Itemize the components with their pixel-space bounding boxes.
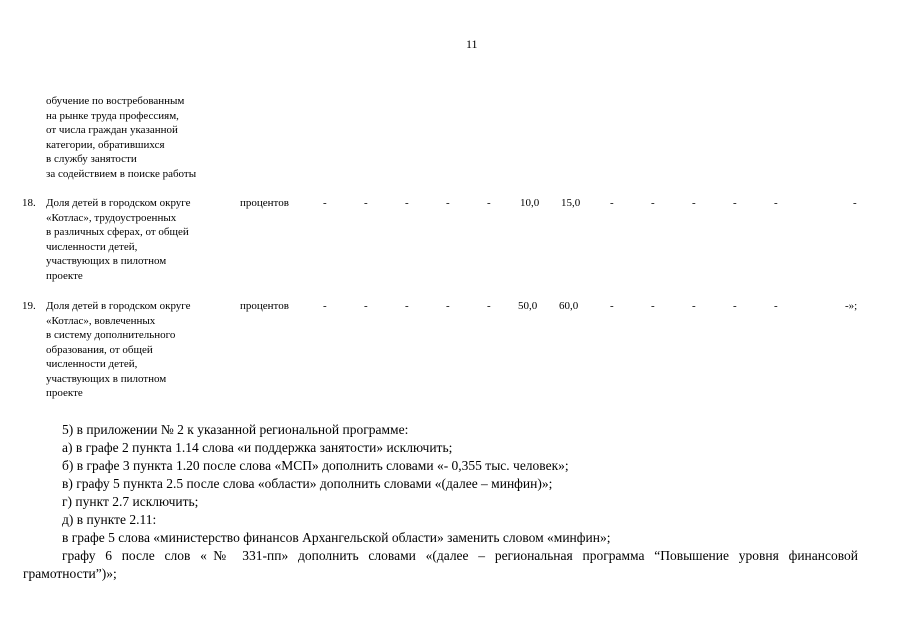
continuation-line: обучение по востребованным [46, 95, 185, 107]
value-cell: - [651, 300, 655, 312]
value-cell: - [405, 197, 409, 209]
paragraph-item-a: а) в графе 2 пункта 1.14 слова «и поддержка занятости» исключить; [62, 440, 453, 455]
continuation-line: в службу занятости [46, 153, 137, 165]
row-description-line: «Котлас», трудоустроенных [46, 211, 177, 224]
paragraph-item-d: д) в пункте 2.11: [62, 512, 157, 527]
row-description-line: проекте [46, 387, 83, 399]
value-cell: 60,0 [559, 300, 579, 312]
row-description-line: участвующих в пилотном [46, 255, 167, 267]
value-cell: - [774, 300, 778, 312]
continuation-line: за содействием в поиске работы [46, 167, 197, 180]
row-description-line: Доля детей в городском округе [46, 300, 191, 312]
paragraph-graph-6: графу 6 после слов «№ 331-пп» дополнить словами «(далее – региональная программа “Повышение уровня финансовой [62, 548, 858, 563]
value-cell: - [651, 197, 655, 209]
value-cell: - [446, 197, 450, 209]
row-description-line: проекте [46, 269, 83, 282]
row-description-line: численности детей, [46, 240, 138, 253]
value-cell: - [405, 300, 409, 312]
row-unit: процентов [240, 300, 289, 312]
value-cell: 10,0 [520, 197, 540, 209]
value-cell: - [692, 300, 696, 312]
paragraph-item-v: в) графу 5 пункта 2.5 после слова «области» дополнить словами «(далее – минфин)»; [62, 476, 553, 491]
value-cell: - [487, 197, 491, 209]
row-description-line: численности детей, [46, 358, 138, 370]
value-cell: - [364, 197, 368, 209]
value-cell: - [323, 197, 327, 209]
page-number: 11 [466, 37, 478, 51]
paragraph-graph-5: в графе 5 слова «министерство финансов Архангельской области» заменить словом «минфин»; [62, 530, 611, 545]
continuation-line: категории, обратившихся [46, 138, 165, 151]
paragraph-graph-6-end: грамотности”)»; [23, 566, 117, 581]
value-cell: 15,0 [561, 197, 581, 209]
row-number: 19. [22, 300, 36, 312]
continuation-line: от числа граждан указанной [46, 124, 178, 136]
row-description-line: участвующих в пилотном [46, 372, 167, 385]
value-cell: 50,0 [518, 300, 538, 312]
paragraph-item-5: 5) в приложении № 2 к указанной региональной программе: [62, 422, 409, 437]
value-cell: - [487, 300, 491, 312]
row-description-line: Доля детей в городском округе [46, 197, 191, 209]
row-description [46, 196, 191, 283]
value-cell: - [610, 300, 614, 312]
paragraph-item-g: г) пункт 2.7 исключить; [62, 494, 199, 509]
value-cell: - [733, 197, 737, 209]
value-cell: - [323, 300, 327, 312]
value-cell: - [692, 197, 696, 209]
row-number: 18. [22, 197, 36, 209]
value-cell: - [610, 197, 614, 209]
value-cell: -»; [845, 300, 858, 312]
row-unit: процентов [240, 197, 289, 209]
continuation-line: на рынке труда профессиям, [46, 109, 179, 122]
value-cell: - [853, 197, 857, 209]
value-cell: - [733, 300, 737, 312]
value-cell: - [364, 300, 368, 312]
row-description-line: в систему дополнительного [46, 329, 176, 341]
value-cell: - [774, 197, 778, 209]
continuation-text-block [46, 94, 196, 181]
row-description-line: «Котлас», вовлеченных [46, 314, 156, 327]
row-description-line: образования, от общей [46, 343, 153, 356]
value-cell: - [446, 300, 450, 312]
paragraph-item-b: б) в графе 3 пункта 1.20 после слова «МСП» дополнить словами «- 0,355 тыс. человек»; [62, 458, 569, 473]
row-description [46, 299, 191, 401]
row-description-line: в различных сферах, от общей [46, 226, 189, 238]
